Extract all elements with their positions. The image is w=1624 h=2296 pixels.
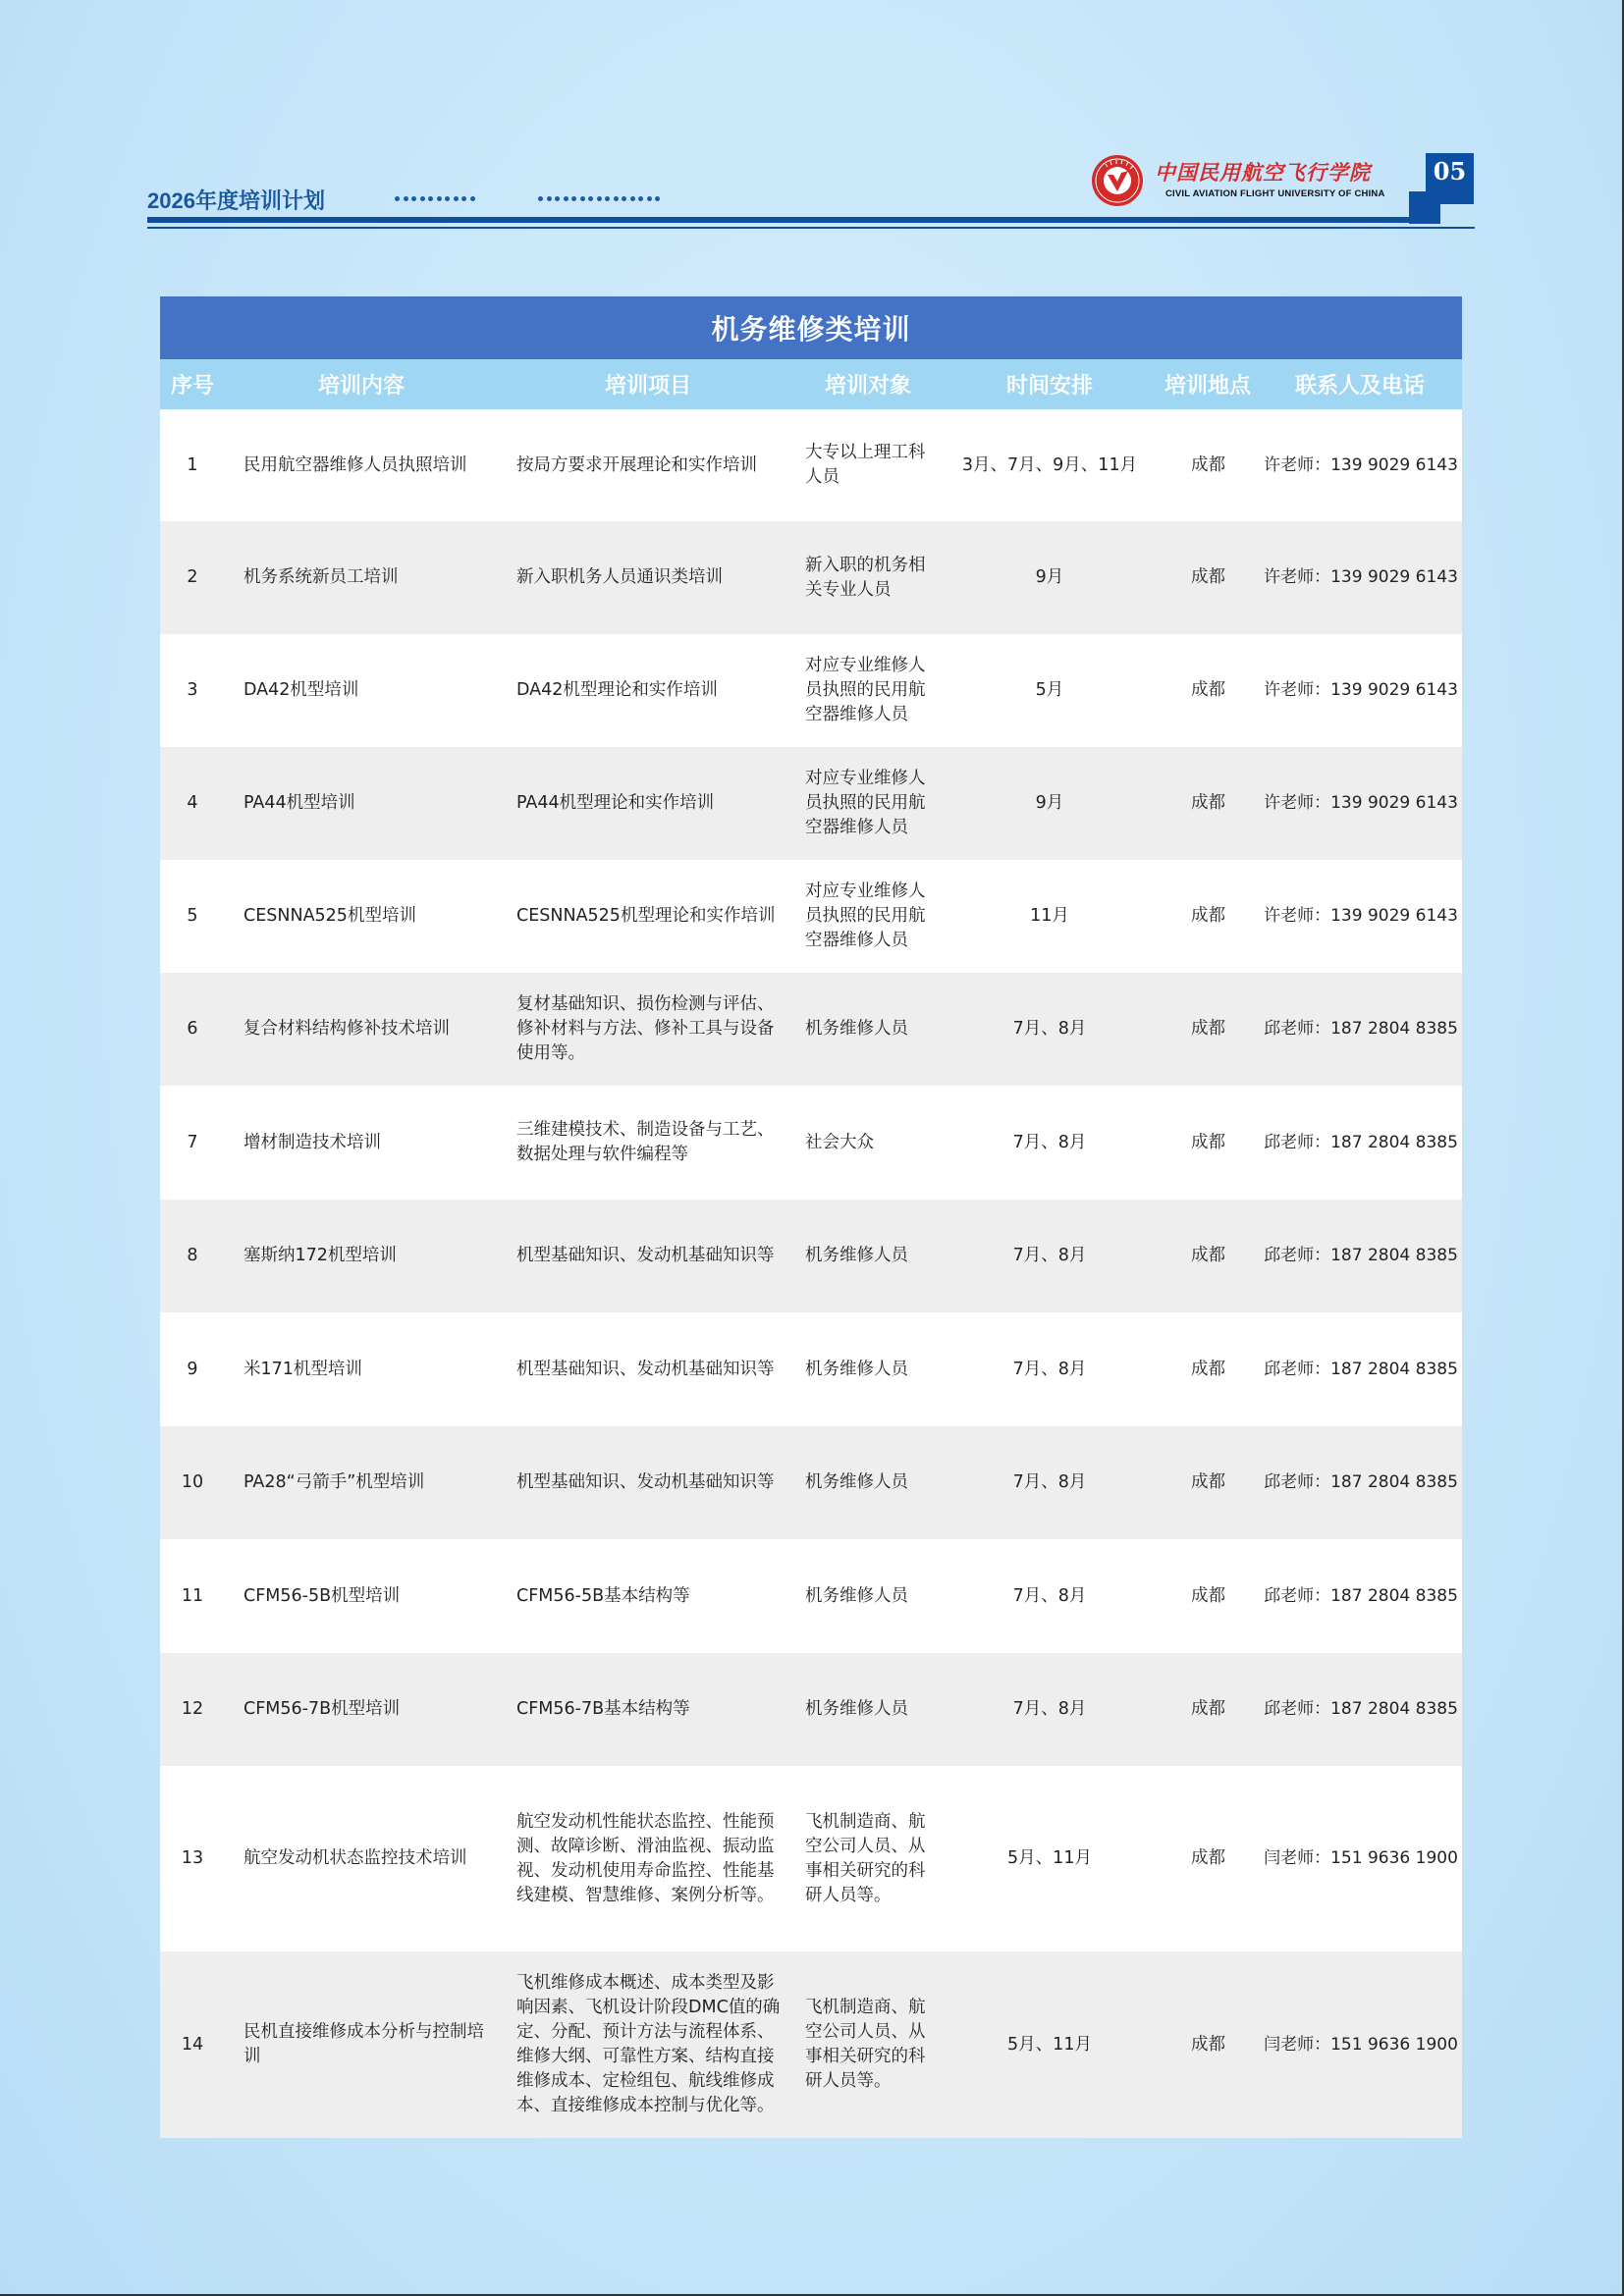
cell-contact-text: 邱老师：187 2804 8385 (1264, 1019, 1458, 1039)
cell-content-text: 民用航空器维修人员执照培训 (244, 454, 467, 475)
table-row (160, 1539, 1462, 1653)
cell-content (244, 521, 489, 634)
cell-no-text: 10 (181, 1472, 204, 1492)
cell-item-text: 航空发动机性能状态监控、性能预测、故障诊断、滑油监视、振动监视、发动机使用寿命监控、性能基线建模、智慧维修、案例分析等。 (516, 1811, 775, 1905)
cell-contact (1265, 409, 1457, 521)
cell-content-text: DA42机型培训 (244, 680, 359, 700)
cell-time (951, 1426, 1148, 1539)
cell-content-text: CFM56-7B机型培训 (244, 1699, 401, 1719)
cell-place (1171, 1951, 1245, 2138)
cell-place (1171, 1426, 1245, 1539)
cell-content (244, 1426, 489, 1539)
col-header-contact: 联系人及电话 (1294, 373, 1425, 399)
logo-english-name: CIVIL AVIATION FLIGHT UNIVERSITY OF CHINA (1165, 188, 1385, 199)
cell-place-text: 成都 (1191, 1585, 1225, 1606)
cell-target (805, 1200, 938, 1312)
cell-time-text: 7月、8月 (1012, 1246, 1087, 1265)
cell-contact (1265, 747, 1457, 860)
table-row (160, 634, 1462, 747)
cell-place (1171, 747, 1245, 860)
cell-place (1171, 634, 1245, 747)
cell-contact (1265, 1951, 1457, 2138)
cell-content (244, 1200, 489, 1312)
cell-time (951, 409, 1148, 521)
cell-target-text: 机务维修人员 (805, 1246, 908, 1265)
table-row (160, 521, 1462, 634)
cell-time-text: 7月、8月 (1012, 1699, 1087, 1719)
cell-content (244, 1539, 489, 1653)
cell-target-text: 飞机制造商、航空公司人员、从事相关研究的科研人员等。 (805, 1811, 926, 1905)
cell-target (805, 1766, 938, 1951)
cell-time (951, 1766, 1148, 1951)
cell-time-text: 9月 (1035, 793, 1064, 813)
cell-place (1171, 1312, 1245, 1426)
cell-time-text: 7月、8月 (1012, 1359, 1087, 1379)
cell-time-text: 7月、8月 (1012, 1585, 1087, 1606)
cell-content-text: 航空发动机状态监控技术培训 (244, 1848, 467, 1868)
cell-place-text: 成都 (1191, 906, 1225, 926)
cell-target (805, 634, 938, 747)
cell-no (160, 1653, 225, 1766)
cell-content (244, 1766, 489, 1951)
cell-contact-text: 许老师：139 9029 6143 (1264, 793, 1458, 813)
logo-chinese-name: 中国民用航空飞行学院 (1155, 160, 1371, 185)
cell-item (516, 634, 782, 747)
cell-item-text: CFM56-7B基本结构等 (516, 1699, 690, 1719)
page-header-title: 2026年度培训计划 (147, 188, 325, 213)
cell-content-text: 民机直接维修成本分析与控制培训 (244, 2022, 484, 2066)
cell-contact (1265, 1539, 1457, 1653)
table-row (160, 1200, 1462, 1312)
cell-place (1171, 521, 1245, 634)
cell-target-text: 机务维修人员 (805, 1472, 908, 1492)
table-row (160, 1951, 1462, 2138)
cell-place (1171, 860, 1245, 973)
col-header-content: 培训内容 (317, 373, 405, 399)
cell-place-text: 成都 (1191, 1132, 1225, 1152)
cell-target (805, 1426, 938, 1539)
cell-item (516, 1312, 782, 1426)
cell-contact (1265, 1653, 1457, 1766)
cell-item-text: 机型基础知识、发动机基础知识等 (516, 1472, 775, 1492)
cell-target-text: 飞机制造商、航空公司人员、从事相关研究的科研人员等。 (805, 1998, 926, 2091)
cell-content (244, 1951, 489, 2138)
cell-no (160, 409, 225, 521)
cell-target-text: 社会大众 (805, 1132, 874, 1152)
cell-target (805, 521, 938, 634)
cell-contact (1265, 634, 1457, 747)
cell-item-text: CFM56-5B基本结构等 (516, 1585, 690, 1606)
cell-place (1171, 1766, 1245, 1951)
cell-no-text: 12 (181, 1699, 204, 1719)
cell-contact-text: 邱老师：187 2804 8385 (1264, 1359, 1458, 1379)
cell-time-text: 7月、8月 (1012, 1019, 1087, 1039)
cell-contact-text: 邱老师：187 2804 8385 (1264, 1585, 1458, 1606)
cell-place-text: 成都 (1191, 680, 1225, 700)
cell-no-text: 7 (187, 1132, 198, 1152)
cell-item-text: 三维建模技术、制造设备与工艺、数据处理与软件编程等 (516, 1120, 775, 1164)
cell-no (160, 1312, 225, 1426)
cell-item (516, 747, 782, 860)
cell-item-text: DA42机型理论和实作培训 (516, 680, 718, 700)
cell-content (244, 973, 489, 1086)
cell-time-text: 5月、11月 (1007, 2034, 1092, 2055)
cell-no-text: 1 (187, 454, 198, 475)
cell-content (244, 634, 489, 747)
cell-target-text: 对应专业维修人员执照的民用航空器维修人员 (805, 656, 926, 724)
cell-target-text: 新入职的机务相关专业人员 (805, 555, 926, 600)
header-rule-thick (147, 217, 1409, 223)
cell-target (805, 747, 938, 860)
table-body (160, 409, 1462, 2138)
cell-time-text: 7月、8月 (1012, 1472, 1087, 1492)
cell-time-text: 5月 (1035, 680, 1064, 700)
cell-no (160, 1426, 225, 1539)
cell-contact (1265, 1312, 1457, 1426)
cell-content-text: 增材制造技术培训 (244, 1132, 381, 1152)
cell-item-text: 新入职机务人员通识类培训 (516, 567, 723, 587)
cell-contact-text: 闫老师：151 9636 1900 (1264, 2034, 1458, 2055)
cell-no-text: 2 (187, 567, 198, 587)
cell-contact (1265, 1200, 1457, 1312)
cell-no (160, 860, 225, 973)
cell-place-text: 成都 (1191, 1848, 1225, 1868)
cell-target-text: 对应专业维修人员执照的民用航空器维修人员 (805, 881, 926, 950)
table-row (160, 973, 1462, 1086)
cell-no-text: 11 (181, 1585, 204, 1606)
cell-target-text: 机务维修人员 (805, 1585, 908, 1606)
cell-contact-text: 闫老师：151 9636 1900 (1264, 1848, 1458, 1868)
cell-target-text: 机务维修人员 (805, 1699, 908, 1719)
cell-contact-text: 邱老师：187 2804 8385 (1264, 1472, 1458, 1492)
cell-item (516, 1200, 782, 1312)
cell-no (160, 634, 225, 747)
col-header-no: 序号 (170, 373, 214, 399)
cell-target (805, 1653, 938, 1766)
cell-item-text: CESNNA525机型理论和实作培训 (516, 906, 776, 926)
cell-no (160, 1951, 225, 2138)
table-header-row (160, 359, 1462, 409)
cell-content-text: PA28“弓箭手”机型培训 (244, 1472, 425, 1492)
cell-item-text: 按局方要求开展理论和实作培训 (516, 454, 757, 475)
cell-target (805, 973, 938, 1086)
cell-item (516, 1653, 782, 1766)
cell-no (160, 521, 225, 634)
cell-time (951, 973, 1148, 1086)
col-header-item: 培训项目 (604, 373, 691, 399)
cell-contact (1265, 1766, 1457, 1951)
cell-time (951, 860, 1148, 973)
cell-contact-text: 许老师：139 9029 6143 (1264, 906, 1458, 926)
cell-content-text: 塞斯纳172机型培训 (244, 1246, 397, 1265)
table-row (160, 409, 1462, 521)
cell-no (160, 1766, 225, 1951)
cell-no (160, 747, 225, 860)
cell-item (516, 1426, 782, 1539)
cell-item (516, 1951, 782, 2138)
col-header-time: 时间安排 (1005, 373, 1093, 399)
cell-time (951, 747, 1148, 860)
cell-target (805, 1951, 938, 2138)
cell-content (244, 1653, 489, 1766)
cell-no-text: 6 (187, 1019, 198, 1039)
cell-no-text: 4 (187, 793, 198, 813)
cell-content-text: CFM56-5B机型培训 (244, 1585, 401, 1606)
cell-place-text: 成都 (1191, 1246, 1225, 1265)
header-rule-thin (147, 227, 1475, 229)
cell-no-text: 8 (187, 1246, 198, 1265)
table-row (160, 1312, 1462, 1426)
cell-time-text: 5月、11月 (1007, 1848, 1092, 1868)
cell-no (160, 1200, 225, 1312)
col-header-target: 培训对象 (824, 373, 911, 399)
cell-target (805, 1539, 938, 1653)
cell-place (1171, 1539, 1245, 1653)
cell-place-text: 成都 (1191, 1019, 1225, 1039)
cell-item (516, 973, 782, 1086)
cell-contact-text: 许老师：139 9029 6143 (1264, 454, 1458, 475)
cell-contact-text: 邱老师：187 2804 8385 (1264, 1246, 1458, 1265)
cell-target-text: 对应专业维修人员执照的民用航空器维修人员 (805, 769, 926, 837)
cell-no-text: 9 (187, 1359, 198, 1379)
cell-content-text: 机务系统新员工培训 (244, 567, 399, 587)
cell-item (516, 1086, 782, 1200)
cell-item-text: 机型基础知识、发动机基础知识等 (516, 1246, 775, 1265)
cell-content (244, 409, 489, 521)
cell-place-text: 成都 (1191, 454, 1225, 475)
cell-no (160, 973, 225, 1086)
cell-place (1171, 1200, 1245, 1312)
cell-place (1171, 1653, 1245, 1766)
cell-time (951, 634, 1148, 747)
table-row (160, 1766, 1462, 1951)
cell-time (951, 521, 1148, 634)
cell-time (951, 1653, 1148, 1766)
cell-no-text: 3 (187, 680, 198, 700)
cell-place-text: 成都 (1191, 1699, 1225, 1719)
cell-place-text: 成都 (1191, 793, 1225, 813)
table-row (160, 1426, 1462, 1539)
cell-item-text: PA44机型理论和实作培训 (516, 793, 715, 813)
cell-place-text: 成都 (1191, 2034, 1225, 2055)
cell-target (805, 860, 938, 973)
cell-item (516, 1539, 782, 1653)
table-row (160, 747, 1462, 860)
cell-contact-text: 邱老师：187 2804 8385 (1264, 1699, 1458, 1719)
cell-place-text: 成都 (1191, 1359, 1225, 1379)
cell-item (516, 1766, 782, 1951)
cell-contact-text: 邱老师：187 2804 8385 (1264, 1132, 1458, 1152)
cell-content (244, 1086, 489, 1200)
cell-contact (1265, 973, 1457, 1086)
cell-item-text: 复材基础知识、损伤检测与评估、修补材料与方法、修补工具与设备使用等。 (516, 994, 775, 1063)
university-seal-icon (1091, 154, 1144, 207)
table-row (160, 860, 1462, 973)
cell-time-text: 3月、7月、9月、11月 (961, 454, 1138, 475)
table-row (160, 1086, 1462, 1200)
cell-place (1171, 409, 1245, 521)
cell-place-text: 成都 (1191, 1472, 1225, 1492)
cell-time (951, 1312, 1148, 1426)
cell-time (951, 1200, 1148, 1312)
cell-item-text: 机型基础知识、发动机基础知识等 (516, 1359, 775, 1379)
cell-no (160, 1086, 225, 1200)
cell-time-text: 7月、8月 (1012, 1132, 1087, 1152)
header-dots-1 (395, 196, 475, 202)
cell-contact (1265, 860, 1457, 973)
page-number: 05 (1426, 153, 1474, 204)
cell-item (516, 521, 782, 634)
cell-item (516, 409, 782, 521)
cell-target-text: 机务维修人员 (805, 1019, 908, 1039)
cell-no-text: 14 (181, 2034, 204, 2055)
cell-item-text: 飞机维修成本概述、成本类型及影响因素、飞机设计阶段DMC值的确定、分配、预计方法与流程体系、维修大纲、可靠性方案、结构直接维修成本、定检组包、航线维修成本、直接维修成本控制与优化等。 (516, 1973, 781, 2115)
table-title: 机务维修类培训 (160, 296, 1462, 359)
cell-contact (1265, 1086, 1457, 1200)
training-table (160, 296, 1462, 2138)
cell-target (805, 409, 938, 521)
cell-contact (1265, 1426, 1457, 1539)
cell-time (951, 1539, 1148, 1653)
header-dots-2 (538, 196, 660, 202)
cell-content-text: 米171机型培训 (244, 1359, 362, 1379)
table-row (160, 1653, 1462, 1766)
cell-contact (1265, 521, 1457, 634)
cell-target (805, 1312, 938, 1426)
cell-content-text: PA44机型培训 (244, 793, 355, 813)
cell-place (1171, 1086, 1245, 1200)
cell-no-text: 5 (187, 906, 198, 926)
cell-time-text: 11月 (1030, 906, 1069, 926)
cell-item (516, 860, 782, 973)
cell-content (244, 747, 489, 860)
cell-target (805, 1086, 938, 1200)
cell-time (951, 1086, 1148, 1200)
cell-target-text: 大专以上理工科人员 (805, 443, 926, 487)
cell-no-text: 13 (181, 1848, 204, 1868)
cell-contact-text: 许老师：139 9029 6143 (1264, 680, 1458, 700)
cell-content (244, 1312, 489, 1426)
cell-content-text: CESNNA525机型培训 (244, 906, 416, 926)
cell-place-text: 成都 (1191, 567, 1225, 587)
cell-place (1171, 973, 1245, 1086)
cell-content (244, 860, 489, 973)
cell-no (160, 1539, 225, 1653)
cell-contact-text: 许老师：139 9029 6143 (1264, 567, 1458, 587)
cell-time-text: 9月 (1035, 567, 1064, 587)
cell-content-text: 复合材料结构修补技术培训 (244, 1019, 450, 1039)
col-header-place: 培训地点 (1164, 373, 1251, 399)
cell-target-text: 机务维修人员 (805, 1359, 908, 1379)
cell-time (951, 1951, 1148, 2138)
